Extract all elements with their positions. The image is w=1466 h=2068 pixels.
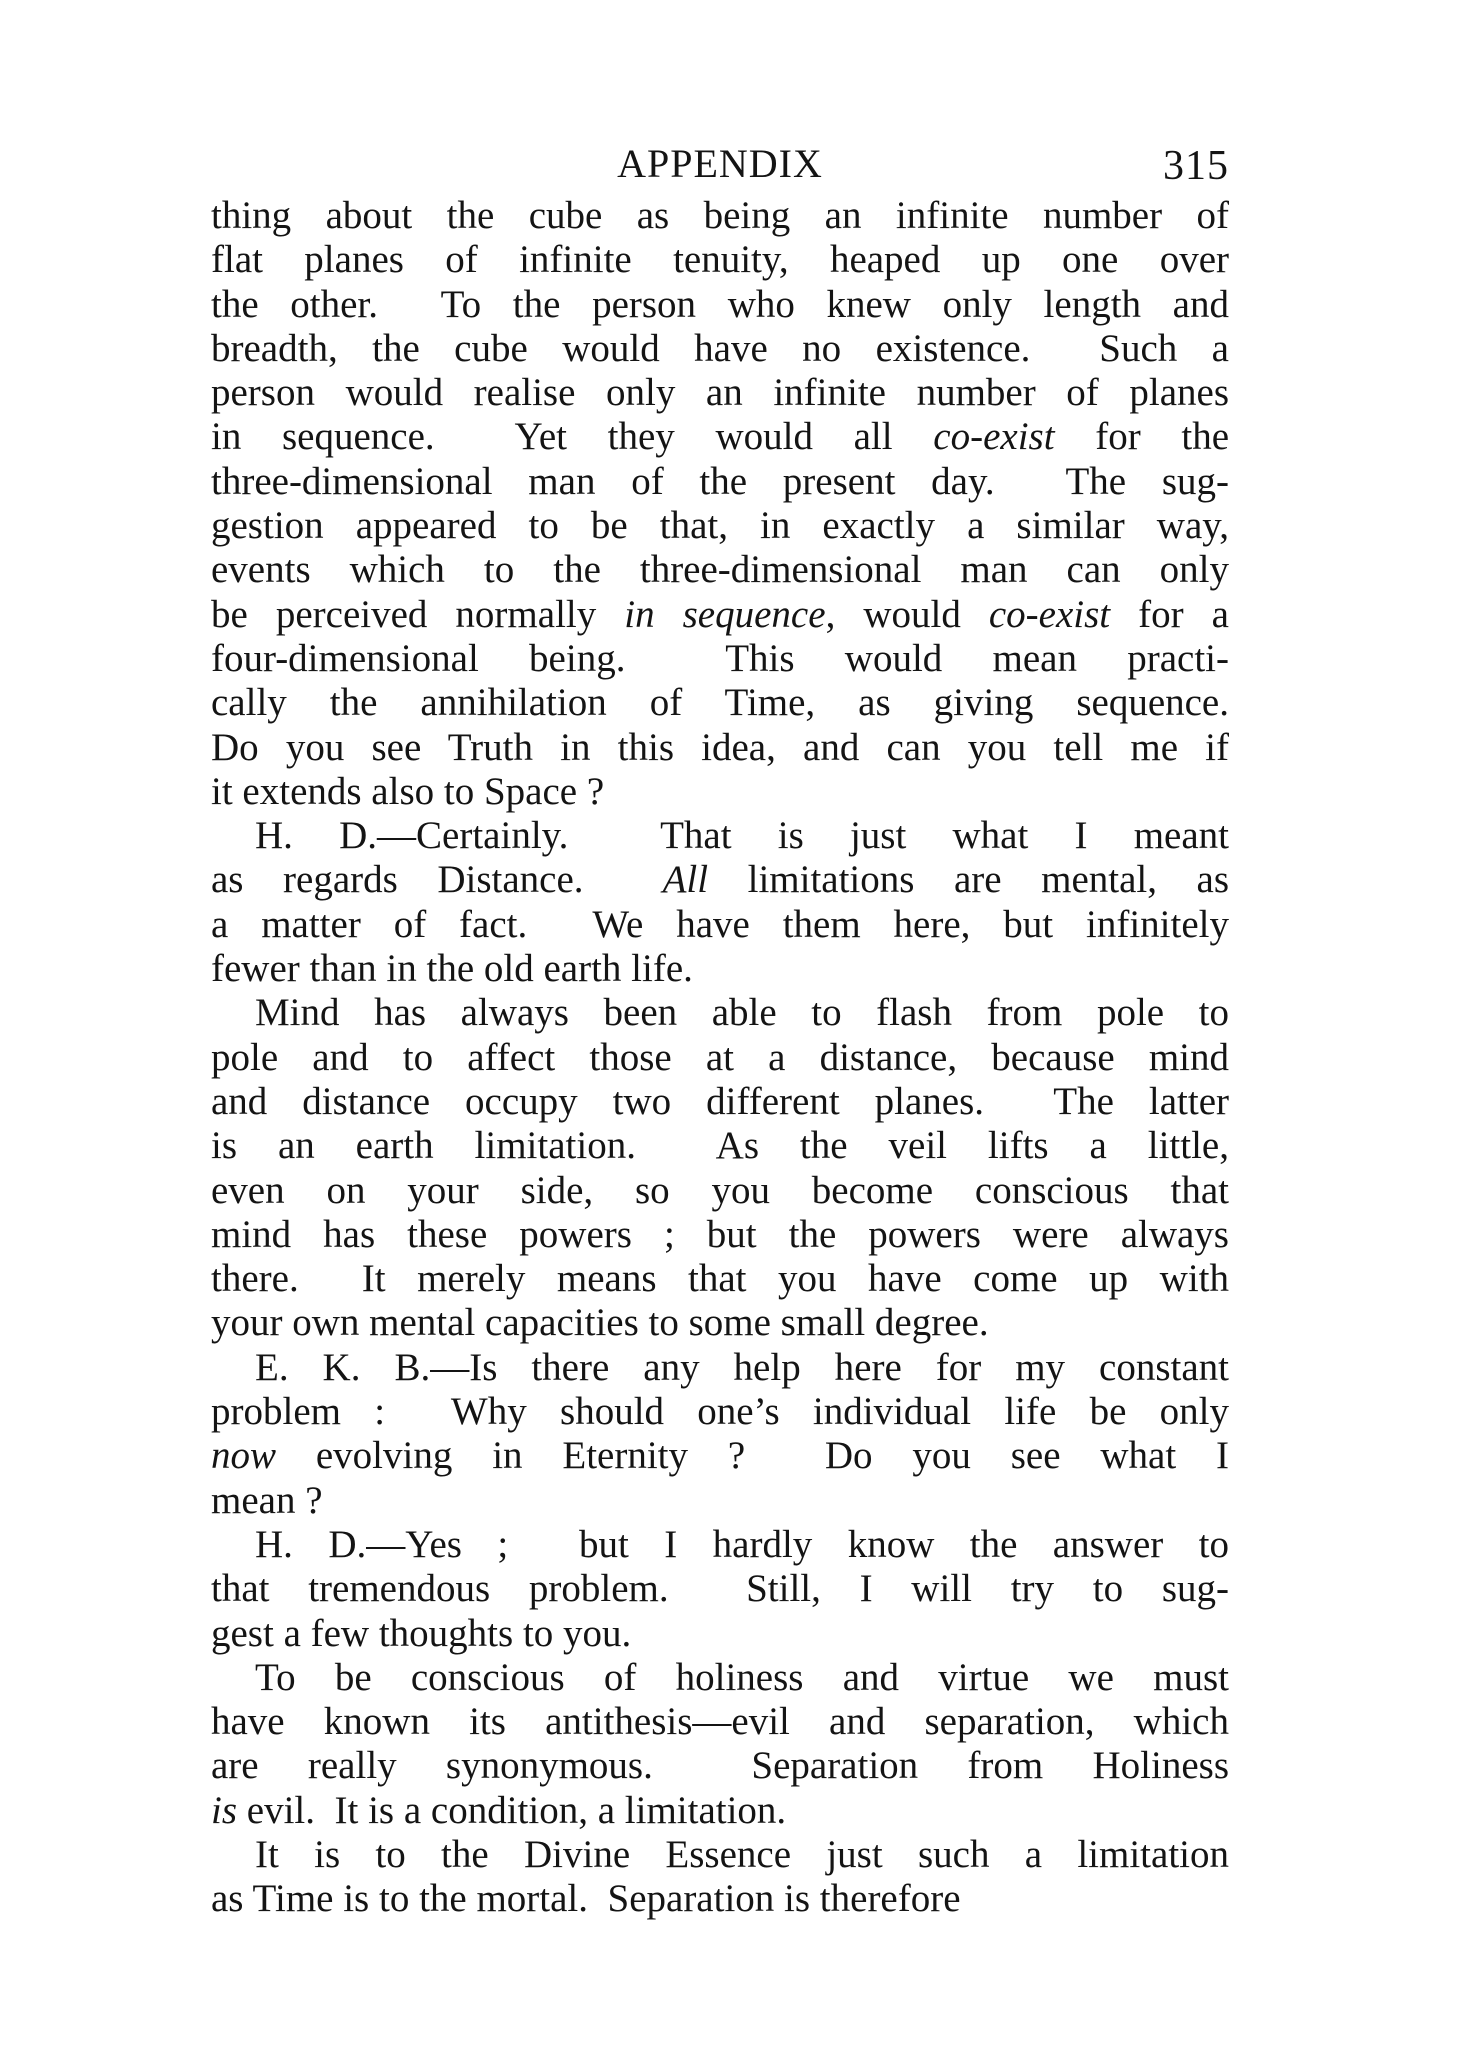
text-segment: your own mental capacities to some small degree. xyxy=(211,1301,989,1345)
italic-text: All xyxy=(662,858,709,902)
text-segment: limitations are mental, as xyxy=(708,858,1230,902)
text-line xyxy=(211,371,1229,415)
text-line xyxy=(211,1169,1229,1213)
text-line xyxy=(211,1346,1229,1390)
text-segment: and distance occupy two different planes. The latter xyxy=(211,1079,1229,1123)
text-line xyxy=(211,1877,1229,1921)
text-segment: mean ? xyxy=(211,1478,323,1522)
text-line xyxy=(211,637,1229,681)
italic-text: co-exist xyxy=(933,415,1055,459)
text-line xyxy=(211,1213,1229,1257)
text-segment: are really synonymous. Separation from Holiness xyxy=(211,1744,1229,1788)
text-line xyxy=(211,1124,1229,1168)
text-segment: breadth, the cube would have no existence. Such a xyxy=(211,326,1229,370)
text-segment: gest a few thoughts to you. xyxy=(211,1611,632,1655)
text-segment: flat planes of infinite tenuity, heaped up one over xyxy=(211,238,1229,282)
text-line xyxy=(211,1257,1229,1301)
text-segment: it extends also to Space ? xyxy=(211,769,605,813)
text-line xyxy=(211,1744,1229,1788)
text-line xyxy=(211,327,1229,371)
text-segment: four-dimensional being. This would mean practi- xyxy=(211,636,1229,680)
text-line xyxy=(211,1656,1229,1700)
text-line xyxy=(211,593,1229,637)
text-line xyxy=(211,504,1229,548)
text-line xyxy=(211,991,1229,1035)
text-segment: for a xyxy=(1110,592,1229,636)
text-segment: for the xyxy=(1054,415,1230,459)
body-text xyxy=(211,194,1229,1922)
text-segment: Mind has always been able to flash from pole to xyxy=(255,991,1229,1035)
text-segment: be perceived normally xyxy=(211,592,625,636)
text-line xyxy=(211,770,1229,814)
text-line xyxy=(211,858,1229,902)
text-line xyxy=(211,283,1229,327)
italic-text: now xyxy=(211,1434,277,1478)
italic-text: in sequence xyxy=(624,592,826,636)
text-segment: in sequence. Yet they would all xyxy=(211,415,934,459)
text-line xyxy=(211,726,1229,770)
text-segment: thing about the cube as being an infinite number of xyxy=(211,194,1229,237)
text-line xyxy=(211,1301,1229,1345)
text-line xyxy=(211,814,1229,858)
text-line xyxy=(211,1080,1229,1124)
text-line xyxy=(211,1833,1229,1877)
text-segment: cally the annihilation of Time, as giving sequence. xyxy=(211,681,1229,725)
text-segment: is an earth limitation. As the veil lifts a little, xyxy=(211,1124,1229,1168)
text-segment: H. D.—Yes ; but I hardly know the answer to xyxy=(255,1522,1229,1566)
text-segment: there. It merely means that you have come up with xyxy=(211,1257,1229,1301)
text-segment: three-dimensional man of the present day. The sug- xyxy=(211,459,1229,503)
text-segment: have known its antithesis—evil and separation, which xyxy=(211,1700,1229,1744)
text-segment: person would realise only an infinite number of planes xyxy=(211,371,1229,415)
text-line xyxy=(211,1523,1229,1567)
text-segment: problem : Why should one’s individual life be only xyxy=(211,1390,1229,1434)
italic-text: co-exist xyxy=(988,592,1111,636)
text-segment: To be conscious of holiness and virtue we must xyxy=(255,1655,1229,1699)
page xyxy=(211,136,1229,1922)
text-segment: even on your side, so you become conscious that xyxy=(211,1168,1229,1212)
text-segment: that tremendous problem. Still, I will try to sug- xyxy=(211,1567,1229,1611)
text-line xyxy=(211,1479,1229,1523)
page-number: 315 xyxy=(1163,143,1229,189)
running-head xyxy=(211,136,1229,194)
text-line xyxy=(211,1700,1229,1744)
text-segment: It is to the Divine Essence just such a limitation xyxy=(255,1832,1229,1876)
text-line xyxy=(211,415,1229,459)
text-segment: H. D.—Certainly. That is just what I meant xyxy=(255,814,1229,858)
text-segment: evolving in Eternity ? Do you see what I xyxy=(276,1434,1229,1478)
text-line xyxy=(211,1612,1229,1656)
text-segment: gestion appeared to be that, in exactly a similar way, xyxy=(211,504,1229,548)
text-line xyxy=(211,460,1229,504)
text-line xyxy=(211,903,1229,947)
text-line xyxy=(211,1567,1229,1611)
text-line xyxy=(211,947,1229,991)
text-line xyxy=(211,194,1229,238)
text-segment: as regards Distance. xyxy=(211,858,663,902)
text-segment: Do you see Truth in this idea, and can you tell me if xyxy=(211,725,1229,769)
text-line xyxy=(211,1390,1229,1434)
text-segment: a matter of fact. We have them here, but infinitely xyxy=(211,902,1229,946)
text-segment: the other. To the person who knew only length and xyxy=(211,282,1229,326)
text-segment: as Time is to the mortal. Separation is therefore xyxy=(211,1877,961,1921)
text-line xyxy=(211,548,1229,592)
text-segment: fewer than in the old earth life. xyxy=(211,947,693,991)
text-segment: events which to the three-dimensional man can only xyxy=(211,548,1229,592)
italic-text: is xyxy=(211,1788,238,1832)
text-line xyxy=(211,681,1229,725)
text-line xyxy=(211,1036,1229,1080)
text-segment: E. K. B.—Is there any help here for my constant xyxy=(255,1345,1229,1389)
text-line xyxy=(211,238,1229,282)
text-segment: pole and to affect those at a distance, because mind xyxy=(211,1035,1229,1079)
text-segment: , would xyxy=(825,592,989,636)
text-line xyxy=(211,1434,1229,1478)
running-title: APPENDIX xyxy=(617,141,823,186)
text-segment: evil. It is a condition, a limitation. xyxy=(237,1788,787,1832)
text-line xyxy=(211,1789,1229,1833)
text-segment: mind has these powers ; but the powers were always xyxy=(211,1212,1229,1256)
